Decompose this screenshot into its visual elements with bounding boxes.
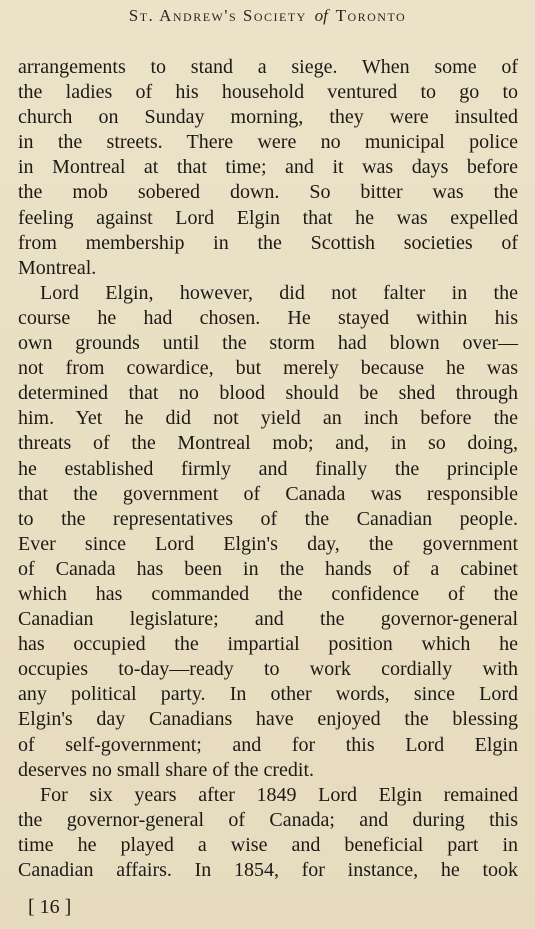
text-line: own grounds until the storm had blown over—: [18, 332, 518, 355]
text-line: not from cowardice, but merely because he was: [18, 357, 518, 380]
text-line: the ladies of his household ventured to go to: [18, 81, 518, 104]
text-line: deserves no small share of the credit.: [18, 758, 315, 781]
text-line: any political party. In other words, since Lord: [18, 683, 518, 706]
text-line: the governor-general of Canada; and during this: [18, 808, 518, 831]
text-line: church on Sunday morning, they were insulted: [18, 106, 518, 129]
text-line: Elgin's day Canadians have enjoyed the blessing: [18, 708, 518, 731]
text-line: him. Yet he did not yield an inch before the: [18, 407, 518, 430]
text-line: of self-government; and for this Lord Elgin: [18, 733, 518, 756]
text-line: to the representatives of the Canadian people.: [18, 507, 518, 530]
text-line: Montreal.: [18, 256, 97, 279]
text-line: For six years after 1849 Lord Elgin remained: [40, 783, 518, 806]
running-head-city: Toronto: [335, 6, 407, 25]
text-line: has occupied the impartial position which he: [18, 633, 518, 656]
running-head: [0, 6, 535, 26]
text-line: threats of the Montreal mob; and, in so doing,: [18, 432, 518, 455]
page-number: [ 16 ]: [28, 896, 72, 918]
text-line: from membership in the Scottish societies of: [18, 231, 518, 254]
text-line: course he had chosen. He stayed within his: [18, 306, 518, 329]
text-line: the mob sobered down. So bitter was the: [18, 181, 518, 204]
text-line: time he played a wise and beneficial part in: [18, 833, 518, 856]
text-line: Ever since Lord Elgin's day, the government: [18, 532, 518, 555]
text-line: Canadian affairs. In 1854, for instance, he took: [18, 859, 518, 881]
running-head-society: St. Andrew's Society: [128, 6, 307, 25]
running-head-of: of: [314, 6, 328, 25]
text-line: in the streets. There were no municipal police: [18, 131, 518, 154]
text-line: which has commanded the confidence of the: [18, 582, 518, 605]
text-line: Canadian legislature; and the governor-general: [18, 608, 518, 631]
text-line: in Montreal at that time; and it was days before: [18, 156, 518, 179]
text-line: feeling against Lord Elgin that he was expelled: [18, 206, 518, 229]
text-line: Lord Elgin, however, did not falter in the: [40, 281, 518, 304]
text-line: that the government of Canada was responsible: [18, 482, 518, 505]
text-line: of Canada has been in the hands of a cabinet: [18, 557, 518, 580]
text-line: arrangements to stand a siege. When some of: [18, 56, 518, 78]
body-text: [18, 55, 518, 883]
text-line: determined that no blood should be shed through: [18, 382, 518, 405]
text-line: occupies to-day—ready to work cordially with: [18, 658, 518, 681]
text-line: he established firmly and finally the principle: [18, 457, 518, 480]
